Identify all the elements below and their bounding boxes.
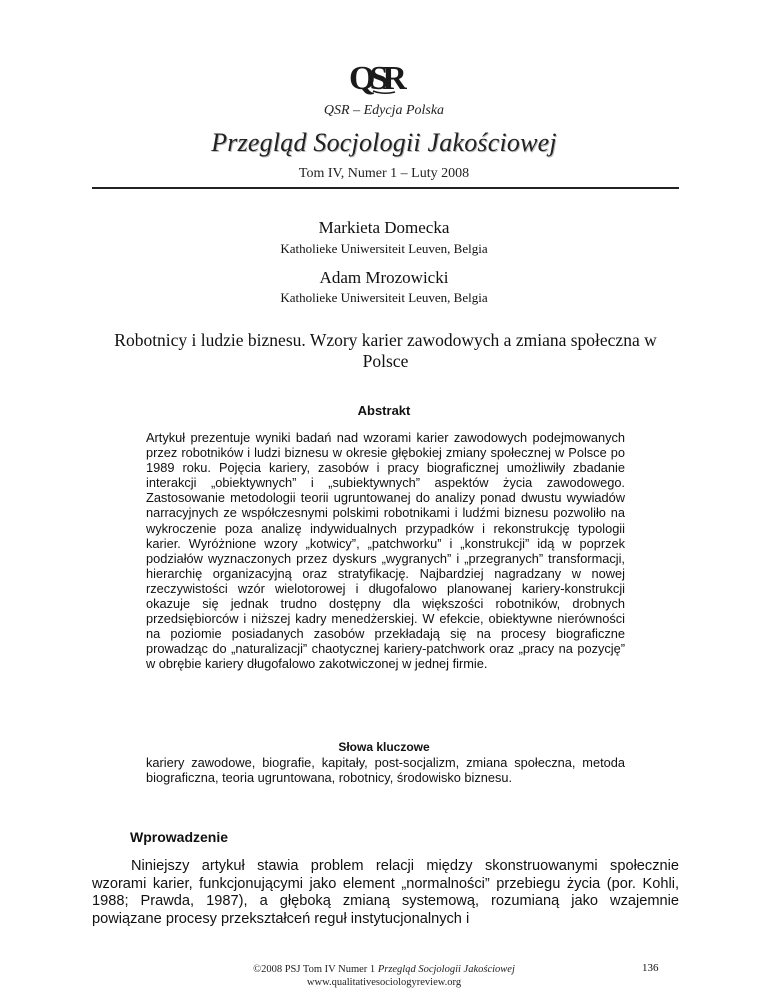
header-rule: [92, 187, 679, 189]
author-name: Markieta Domecka: [318, 218, 450, 237]
keywords-text: kariery zawodowe, biografie, kapitały, post-socjalizm, zmiana społeczna, metoda biograficzna, teoria ugruntowana, robotnicy, środowisko biznesu.: [146, 755, 625, 786]
author-affiliation: Katholieke Uniwersiteit Leuven, Belgia: [280, 290, 488, 305]
journal-edition: QSR – Edycja Polska: [323, 103, 445, 118]
article-title: Robotnicy i ludzie biznesu. Wzory karier zawodowych a zmiana społeczna w Polsce: [114, 330, 657, 371]
journal-title: Przegląd Socjologii Jakościowej: [211, 128, 557, 157]
abstract-heading: Abstrakt: [357, 403, 411, 418]
keywords-heading: Słowa kluczowe: [338, 740, 430, 754]
abstract-text: Artykuł prezentuje wyniki badań nad wzorami karier zawodowych podejmowanych przez robotników i ludzi biznesu w okresie głębokiej zmiany społecznej w Polsce po 1989 roku. Pojęcia kariery, zasobów i pracy biograficznej umożliwiły zbadanie interakcji „obiektywnych” i „subiektywnych” aspektów życia zawodowego. Zastosowanie metodologii teorii ugruntowanej do analizy ponad dwustu wywiadów narracyjnych ze współczesnymi polskimi robotnikami i ludźmi biznesu pozwoliło na wykroczenie poza analizę indywidualnych przypadków i rekonstrukcję typologii karier. Wyróżnione wzory „kotwicy”, „patchworku” i „konstrukcji” idą w poprzek podziałów wyznaczonych przez dyskurs „wygranych” i „przegranych” transformacji, hierarchię organizacyjną oraz stratyfikację. Najbardziej nagradzany w nowej rzeczywistości wzór wielotorowej i długofalowo planowanej kariery-konstrukcji okazuje się jednak trudno dostępny dla większości robotników, drobnych przedsiębiorców i niższej kadry menedżerskiej. W efekcie, obiektywne nierówności na poziomie posiadanych zasobów przekładają się na procesy biograficzne prowadząc do „naturalizacji” chaotycznej kariery-patchwork oraz „pracy na pozycję” w obrębie kariery długofalowo zakotwiczonej w jednej firmie.: [146, 430, 625, 672]
page-number: 136: [642, 962, 659, 974]
svg-text:QSR: QSR: [349, 60, 401, 95]
section-heading: Wprowadzenie: [130, 829, 229, 845]
author-affiliation: Katholieke Uniwersiteit Leuven, Belgia: [280, 241, 488, 256]
author-name: Adam Mrozowicki: [319, 268, 449, 287]
intro-paragraph: Niniejszy artykuł stawia problem relacji między skonstruowanymi społecznie wzorami karier, funkcjonującymi jako element „normalności” przebiegu życia (por. Kohli, 1988; Prawda, 1987), a głęboką zmianą systemową, rozumianą jako wzajemnie powiązane procesy przekształceń reguł instytucjonalnych i: [92, 858, 679, 927]
footer-journal: Przegląd Socjologii Jakościowej: [377, 964, 515, 975]
qsr-logo: [343, 55, 407, 95]
footer-copyright: ©2008 PSJ Tom IV Numer 1: [253, 964, 378, 975]
journal-issue: Tom IV, Numer 1 – Luty 2008: [298, 166, 470, 181]
footer-website[interactable]: www.qualitativesociologyreview.org: [306, 977, 462, 988]
